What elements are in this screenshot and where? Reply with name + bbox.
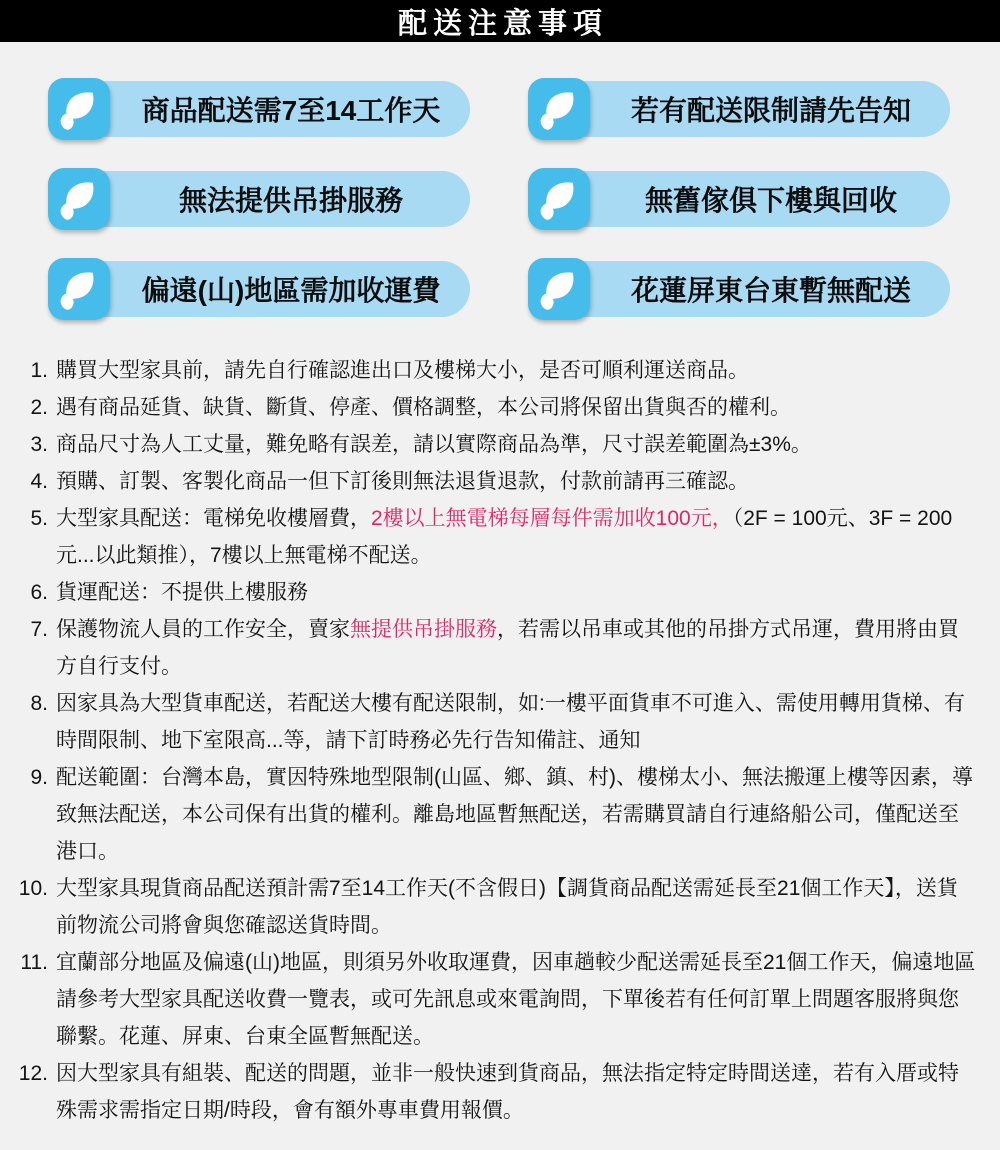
note-text: 配送範圍：台灣本島，實因特殊地型限制(山區、鄉、鎮、村)、樓梯太小、無法搬運上樓等因素，導致無法配送，本公司保有出貨的權利。離島地區暫無配送，若需購買請自行連絡船公司，僅配送至港口。	[56, 766, 973, 863]
note-text: 保護物流人員的工作安全，賣家無提供吊掛服務，若需以吊車或其他的吊掛方式吊運，費用將由買方自行支付。	[56, 618, 959, 678]
notes-list	[14, 352, 978, 1129]
note-text: 因大型家具有組裝、配送的問題，並非一般快速到貨商品，無法指定特定時間送達，若有入厝或特殊需求需指定日期/時段，會有額外專車費用報價。	[56, 1062, 959, 1122]
leaf-icon	[48, 258, 110, 320]
note-number: 8.	[30, 692, 48, 715]
leaf-icon	[528, 168, 590, 230]
note-text: 預購、訂製、客製化商品一但下訂後則無法退貨退款，付款前請再三確認。	[56, 470, 749, 493]
note-item	[14, 759, 978, 870]
note-item	[14, 870, 978, 944]
page-title: 配送注意事項	[397, 7, 608, 40]
note-item	[14, 389, 978, 426]
note-highlight: 無提供吊掛服務	[350, 618, 497, 641]
note-item	[14, 500, 978, 574]
delivery-badge	[48, 78, 470, 140]
note-item	[14, 944, 978, 1055]
note-number: 3.	[30, 433, 48, 456]
badge-label: 花蓮屏東台東暫無配送	[630, 275, 911, 306]
note-text: 宜蘭部分地區及偏遠(山)地區，則須另外收取運費，因車趟較少配送需延長至21個工作天，偏遠地區請參考大型家具配送收費一覽表，或可先訊息或來電詢問，下單後若有任何訂單上問題客服將與您聯繫。花蓮、屏東、台東全區暫無配送。	[56, 951, 976, 1048]
note-text: 因家具為大型貨車配送，若配送大樓有配送限制，如:一樓平面貨車不可進入、需使用轉用貨梯、有時間限制、地下室限高...等，請下訂時務必先行告知備註、通知	[56, 692, 965, 752]
note-number: 9.	[30, 766, 48, 789]
leaf-icon	[48, 168, 110, 230]
badge-label: 偏遠(山)地區需加收運費	[141, 275, 441, 306]
delivery-badge	[48, 168, 470, 230]
note-number: 5.	[30, 507, 48, 530]
note-text: 遇有商品延貨、缺貨、斷貨、停產、價格調整，本公司將保留出貨與否的權利。	[56, 396, 791, 419]
note-text: 大型家具現貨商品配送預計需7至14工作天(不含假日)【調貨商品配送需延長至21個工作天】，送貨前物流公司將會與您確認送貨時間。	[56, 877, 958, 937]
note-number: 12.	[18, 1062, 48, 1085]
note-number: 4.	[30, 470, 48, 493]
note-number: 10.	[18, 877, 48, 900]
note-number: 11.	[20, 951, 48, 974]
badge-label: 若有配送限制請先告知	[630, 95, 911, 126]
note-item	[14, 611, 978, 685]
leaf-icon	[528, 78, 590, 140]
header-bar	[0, 0, 1000, 42]
note-number: 7.	[30, 618, 48, 641]
note-text: 貨運配送：不提供上樓服務	[56, 581, 308, 604]
note-item	[14, 463, 978, 500]
note-highlight: 2樓以上無電梯每層每件需加收100元，	[371, 507, 733, 530]
leaf-icon	[48, 78, 110, 140]
note-number: 6.	[30, 581, 48, 604]
delivery-badge	[528, 78, 950, 140]
delivery-badge	[48, 258, 470, 320]
leaf-icon	[528, 258, 590, 320]
note-number: 2.	[30, 396, 48, 419]
note-item	[14, 352, 978, 389]
note-number: 1.	[30, 359, 48, 382]
note-item	[14, 574, 978, 611]
badge-grid	[48, 78, 950, 320]
badge-label: 無法提供吊掛服務	[178, 185, 403, 216]
note-text: 大型家具配送：電梯免收樓層費，2樓以上無電梯每層每件需加收100元，（2F = 100元、3F = 200元...以此類推），7樓以上無電梯不配送。	[56, 507, 953, 567]
note-item	[14, 426, 978, 463]
note-item	[14, 1055, 978, 1129]
note-item	[14, 685, 978, 759]
note-text: 商品尺寸為人工丈量，難免略有誤差，請以實際商品為準，尺寸誤差範圍為±3%。	[56, 433, 812, 456]
delivery-badge	[528, 168, 950, 230]
badge-label: 商品配送需7至14工作天	[141, 95, 441, 126]
badge-label: 無舊傢俱下樓與回收	[644, 185, 897, 216]
note-text: 購買大型家具前，請先自行確認進出口及樓梯大小，是否可順利運送商品。	[56, 359, 749, 382]
delivery-badge	[528, 258, 950, 320]
